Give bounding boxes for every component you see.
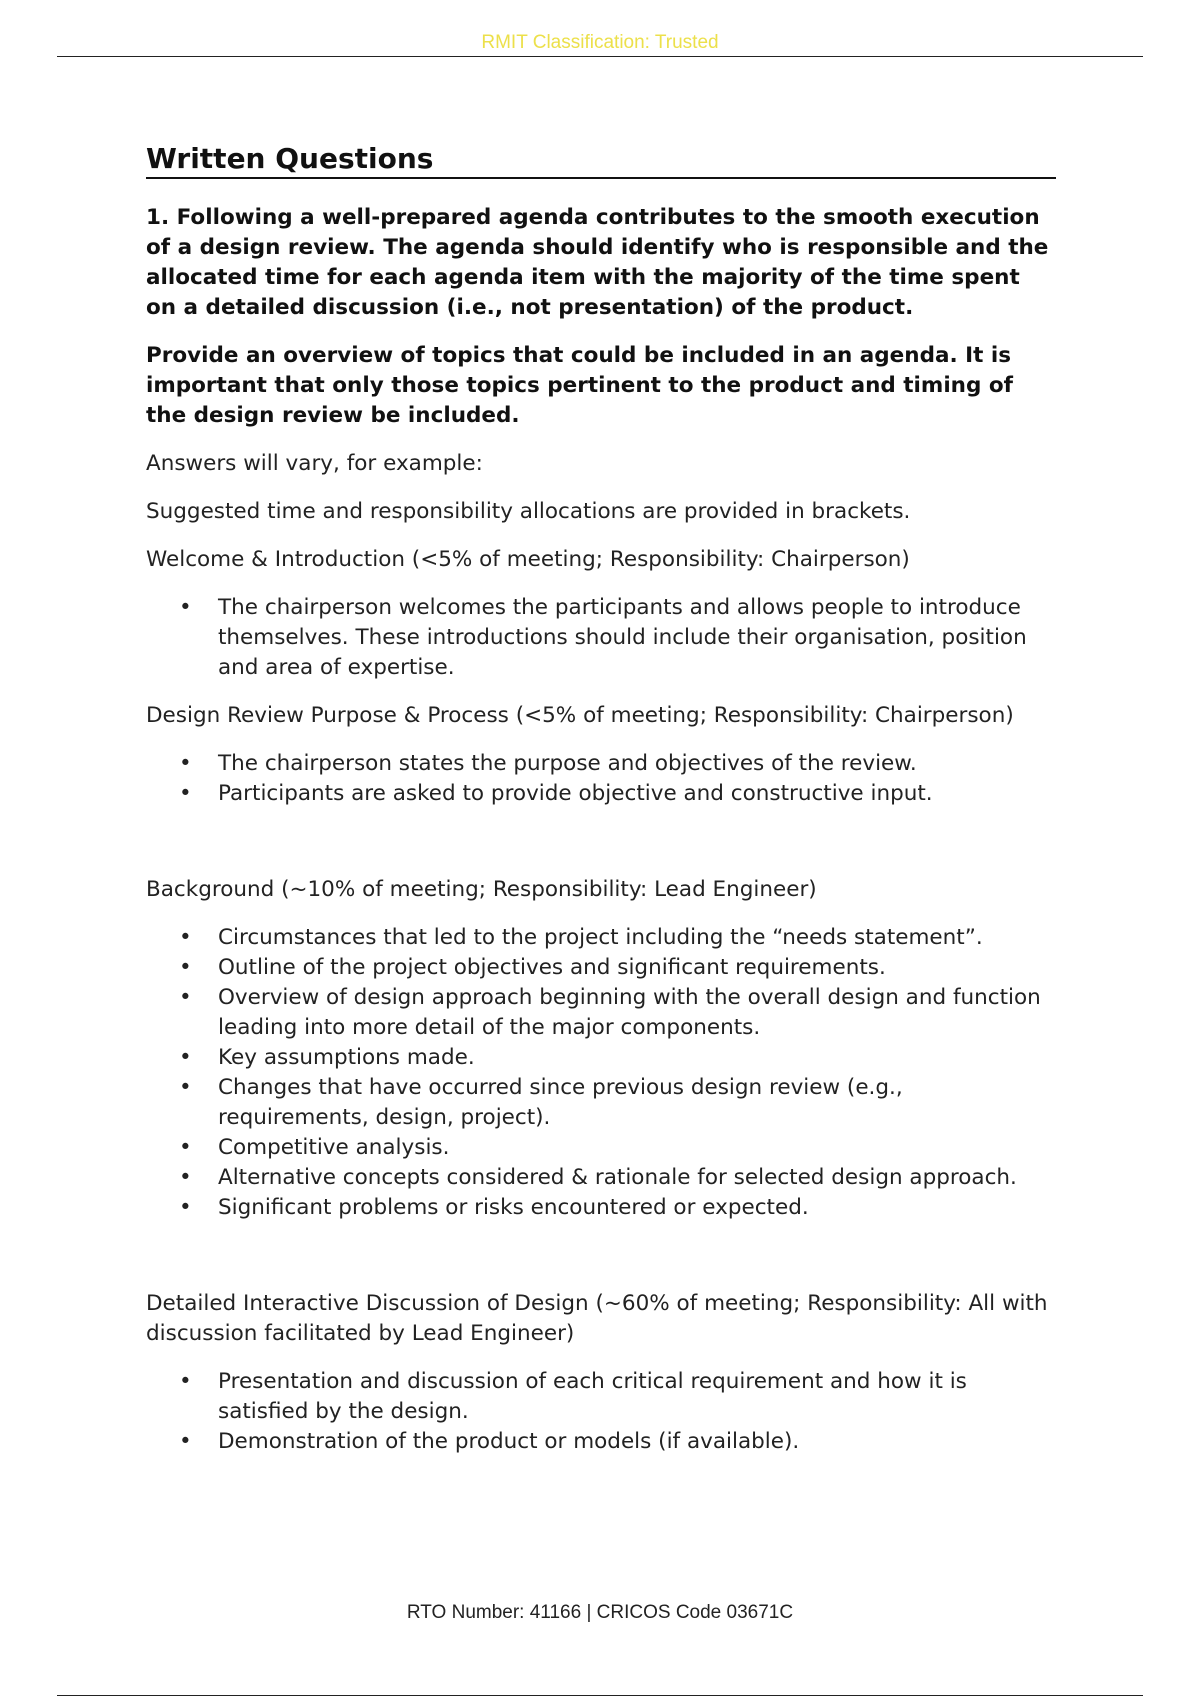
bullet-icon: • bbox=[179, 1165, 192, 1190]
header-rule bbox=[57, 56, 1143, 57]
list-item: • Key assumptions made. bbox=[146, 1043, 1056, 1073]
footer-text: RTO Number: 41166 | CRICOS Code 03671C bbox=[406, 1602, 794, 1623]
list-item: • Overview of design approach beginning with the overall design and function leading into more detail of the major components. bbox=[179, 985, 1041, 1040]
list-item: • The chairperson states the purpose and objectives of the review. bbox=[146, 749, 1056, 779]
list-item: • Circumstances that led to the project including the “needs statement”. bbox=[146, 923, 1056, 953]
bullet-icon: • bbox=[179, 985, 192, 1010]
bullet-icon: • bbox=[179, 1135, 192, 1160]
classification-label: RMIT Classification: Trusted bbox=[481, 32, 719, 53]
agenda-list-background bbox=[146, 923, 1056, 1223]
list-item: • Outline of the project objectives and significant requirements. bbox=[146, 953, 1056, 983]
answer-intro: Answers will vary, for example: bbox=[146, 451, 483, 476]
agenda-heading-discussion: Detailed Interactive Discussion of Design (~60% of meeting; Responsibility: All with discussion facilitated by Lead Engineer) bbox=[146, 1291, 1048, 1346]
agenda-list-welcome bbox=[146, 593, 1056, 683]
spacer bbox=[146, 827, 1056, 875]
list-item: • Participants are asked to provide objective and constructive input. bbox=[146, 779, 1056, 809]
bullet-icon: • bbox=[179, 595, 192, 620]
document-body bbox=[146, 142, 1056, 1475]
list-item: • Competitive analysis. bbox=[146, 1133, 1056, 1163]
section-title: Written Questions bbox=[146, 142, 1056, 179]
agenda-list-discussion bbox=[146, 1367, 1056, 1457]
bullet-icon: • bbox=[179, 925, 192, 950]
question-task: Provide an overview of topics that could be included in an agenda. It is important that only those topics pertinent to the product and timing of the design review be included. bbox=[146, 343, 1013, 428]
bullet-icon: • bbox=[179, 751, 192, 776]
agenda-heading-welcome: Welcome & Introduction (<5% of meeting; Responsibility: Chairperson) bbox=[146, 547, 910, 572]
spacer bbox=[146, 1241, 1056, 1289]
bullet-icon: • bbox=[179, 1195, 192, 1220]
list-item: • Significant problems or risks encountered or expected. bbox=[146, 1193, 1056, 1223]
footer-rule bbox=[57, 1695, 1143, 1696]
list-item: • Demonstration of the product or models (if available). bbox=[146, 1427, 1056, 1457]
bullet-icon: • bbox=[179, 781, 192, 806]
answer-note: Suggested time and responsibility allocations are provided in brackets. bbox=[146, 499, 911, 524]
list-item: • The chairperson welcomes the participants and allows people to introduce themselves. These introductions should include their organisation, position and area of expertise. bbox=[179, 595, 1027, 680]
bullet-icon: • bbox=[179, 1369, 192, 1394]
agenda-heading-purpose: Design Review Purpose & Process (<5% of meeting; Responsibility: Chairperson) bbox=[146, 703, 1014, 728]
list-item: • Presentation and discussion of each critical requirement and how it is satisfied by the design. bbox=[179, 1369, 967, 1424]
bullet-icon: • bbox=[179, 955, 192, 980]
bullet-icon: • bbox=[179, 1075, 192, 1100]
list-item: • Alternative concepts considered & rationale for selected design approach. bbox=[146, 1163, 1056, 1193]
list-item: • Changes that have occurred since previous design review (e.g., requirements, design, project). bbox=[179, 1075, 903, 1130]
agenda-heading-background: Background (~10% of meeting; Responsibility: Lead Engineer) bbox=[146, 877, 817, 902]
bullet-icon: • bbox=[179, 1429, 192, 1454]
question-prompt: 1. Following a well-prepared agenda contributes to the smooth execution of a design review. The agenda should identify who is responsible and the allocated time for each agenda item with the majority of the time spent on a detailed discussion (i.e., not presentation) of the product. bbox=[146, 205, 1049, 320]
bullet-icon: • bbox=[179, 1045, 192, 1070]
agenda-list-purpose bbox=[146, 749, 1056, 809]
